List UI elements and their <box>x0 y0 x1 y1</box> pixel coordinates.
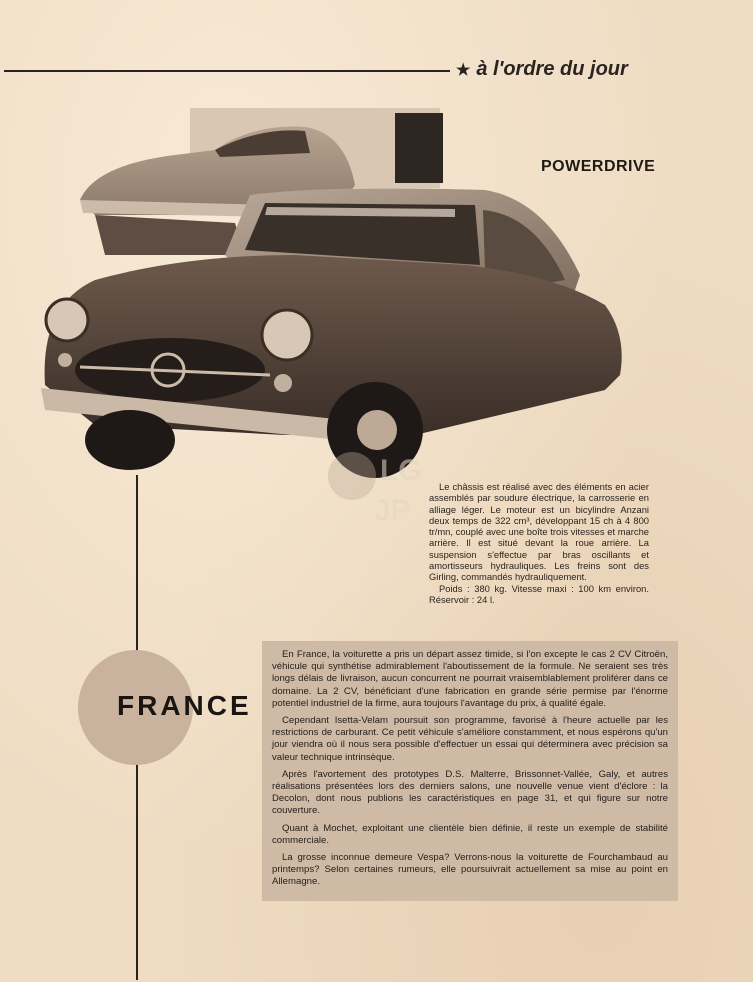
front-left-wheel <box>85 410 175 470</box>
svg-text:LG: LG <box>380 454 422 487</box>
header-title: à l'ordre du jour <box>476 58 628 80</box>
right-headlight <box>262 310 312 360</box>
section-label: FRANCE <box>117 690 252 721</box>
star-icon: ★ <box>456 62 471 79</box>
wheel-hubcap <box>357 410 397 450</box>
truck-window <box>395 113 443 183</box>
spec-figures: Poids : 380 kg. Vitesse maxi : 100 km environ. Réservoir : 24 l. <box>429 582 649 605</box>
side-light <box>58 353 72 367</box>
body-paragraph: La grosse inconnue demeure Vespa? Verrons-nous la voiturette de Fourchambaud au printemps? Selon certaines rumeurs, elle poursuivrait actuellement sa mise au point en Allemagne. <box>272 852 668 888</box>
body-paragraph: Cependant Isetta-Velam poursuit son programme, favorisé à l'heure actuelle par les restrictions de carburant. Ce petit véhicule s'améliore constamment, et nous espérons qu'un jour viendra où il nous sera possible d'effectuer un essai qui déterminera avec précision sa valeur technique intrinsèque. <box>272 715 668 763</box>
fog-light <box>274 374 292 392</box>
left-headlight <box>46 299 88 341</box>
article-text-box <box>262 641 678 901</box>
section-header <box>456 58 686 81</box>
body-paragraph: Après l'avortement des prototypes D.S. Malterre, Brissonnet-Vallée, Galy, et autres réalisations présentées lors des derniers salons, une nouvelle venue vient d'éclore : la Decolon, dont nous publions les caractéristiques en page 31, et qui figure sur notre couverture. <box>272 768 668 817</box>
spec-paragraph: Le châssis est réalisé avec des éléments en acier assemblés par soudure électrique, la carrosserie en alliage léger. Le moteur est un bicylindre Anzani deux temps de 322 cm³, développant 15 ch à 4 800 tr/mn, couplé avec une boîte trois vitesses et marche arrière. Il est situé devant la roue arrière. La suspension s'effectue par bras oscillants et amortisseurs hydrauliques. Les freins sont des Girling, commandés hydrauliquement. <box>429 481 649 583</box>
spec-block <box>429 481 649 605</box>
header-rule <box>4 70 450 72</box>
body-paragraph: Quant à Mochet, exploitant une clientèle bien définie, il reste un exemple de stabilité commerciale. <box>272 822 668 846</box>
model-title: POWERDRIVE <box>541 158 656 175</box>
watermark-logo <box>322 448 437 528</box>
svg-text:JP: JP <box>374 494 411 527</box>
background-car-grille <box>95 215 245 255</box>
body-paragraph: En France, la voiturette a pris un départ assez timide, si l'on excepte le cas 2 CV Citroën, véhicule qui synthétise admirablement l'aboutissement de la formule. Ne seraient ses très longs délais de livraison, aucun concurrent ne pourrait vraisemblablement proliférer dans ce domaine. La 2 CV, bénéficiant d'une fabrication en grande série permise par l'énorme potentiel industriel de la firme, aura toujours l'avantage du prix, à qualité égale. <box>272 649 668 709</box>
